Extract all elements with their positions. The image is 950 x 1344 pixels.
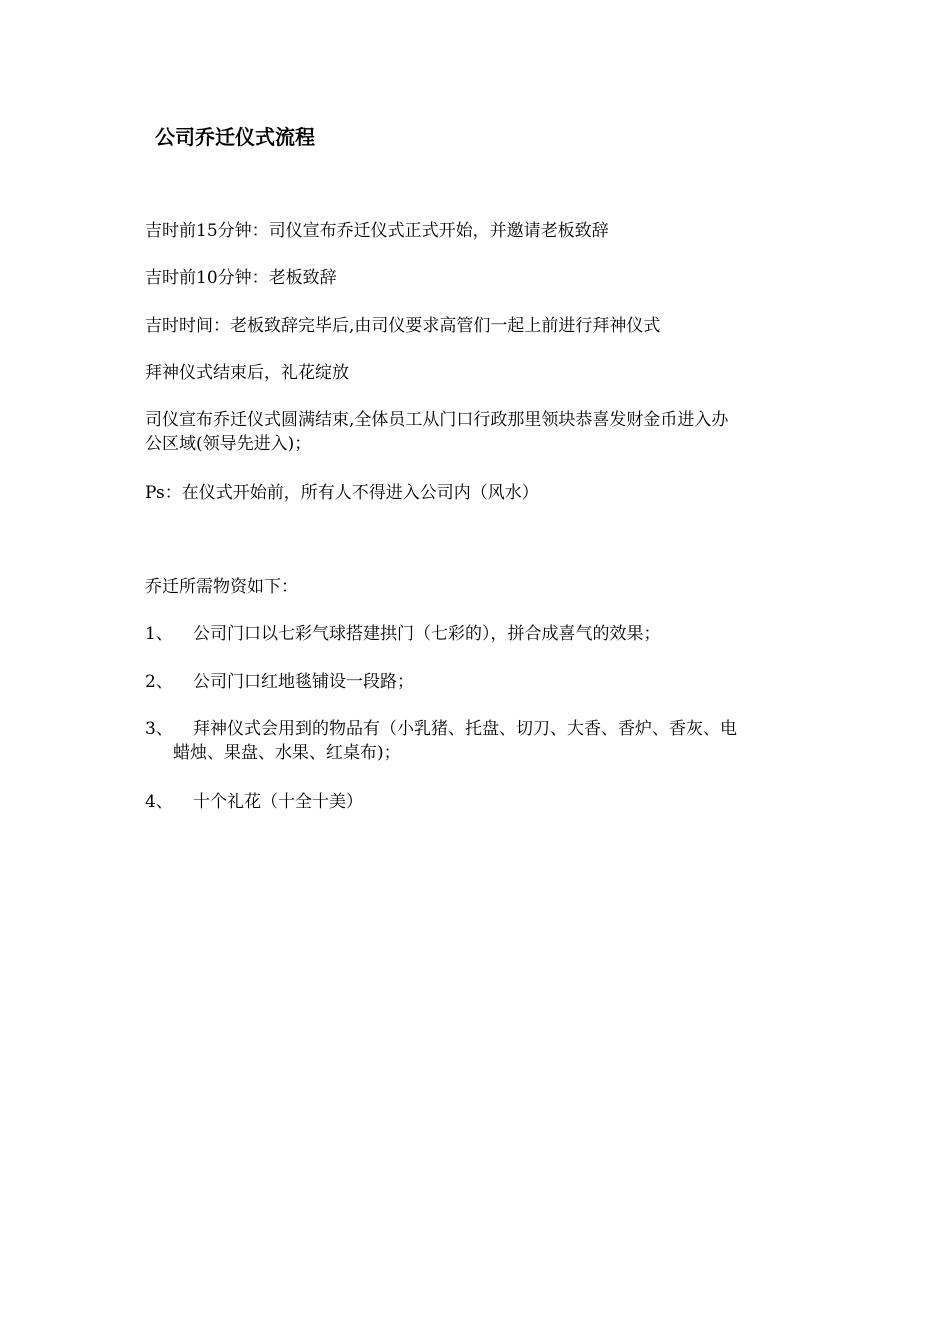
- schedule-item-3: 吉时时间：老板致辞完毕后,由司仪要求高管们一起上前进行拜神仪式: [145, 316, 661, 336]
- list-number: 1、: [145, 624, 173, 644]
- list-text-continuation: 蜡烛、果盘、水果、红桌布)；: [173, 743, 401, 763]
- list-text: 公司门口红地毯铺设一段路；: [193, 672, 414, 692]
- closing-line-1: 司仪宣布乔迁仪式圆满结束,全体员工从门口行政那里领块恭喜发财金币进入办: [145, 410, 729, 430]
- schedule-item-2: 吉时前10分钟：老板致辞: [145, 268, 337, 288]
- materials-heading: 乔迁所需物资如下：: [145, 577, 298, 597]
- list-number: 4、: [145, 792, 173, 812]
- list-text: 拜神仪式会用到的物品有（小乳猪、托盘、切刀、大香、香炉、香灰、电: [193, 719, 737, 739]
- list-number: 3、: [145, 719, 173, 739]
- list-number: 2、: [145, 672, 173, 692]
- list-text: 公司门口以七彩气球搭建拱门（七彩的），拼合成喜气的效果；: [193, 624, 661, 644]
- material-item-4: [145, 790, 815, 814]
- schedule-item-4: 拜神仪式结束后，礼花绽放: [145, 363, 349, 383]
- material-item-2: [145, 670, 815, 694]
- schedule-item-1: 吉时前15分钟：司仪宣布乔迁仪式正式开始，并邀请老板致辞: [145, 221, 609, 241]
- list-text-block: [173, 717, 815, 765]
- material-item-3: [145, 717, 815, 765]
- ps-note: Ps：在仪式开始前，所有人不得进入公司内（风水）: [145, 483, 539, 503]
- closing-paragraph: [145, 408, 815, 456]
- material-item-1: [145, 622, 815, 646]
- list-text: 十个礼花（十全十美）: [193, 792, 363, 812]
- document-title: 公司乔迁仪式流程: [155, 125, 315, 149]
- closing-line-2: 公区域(领导先进入)；: [145, 434, 312, 454]
